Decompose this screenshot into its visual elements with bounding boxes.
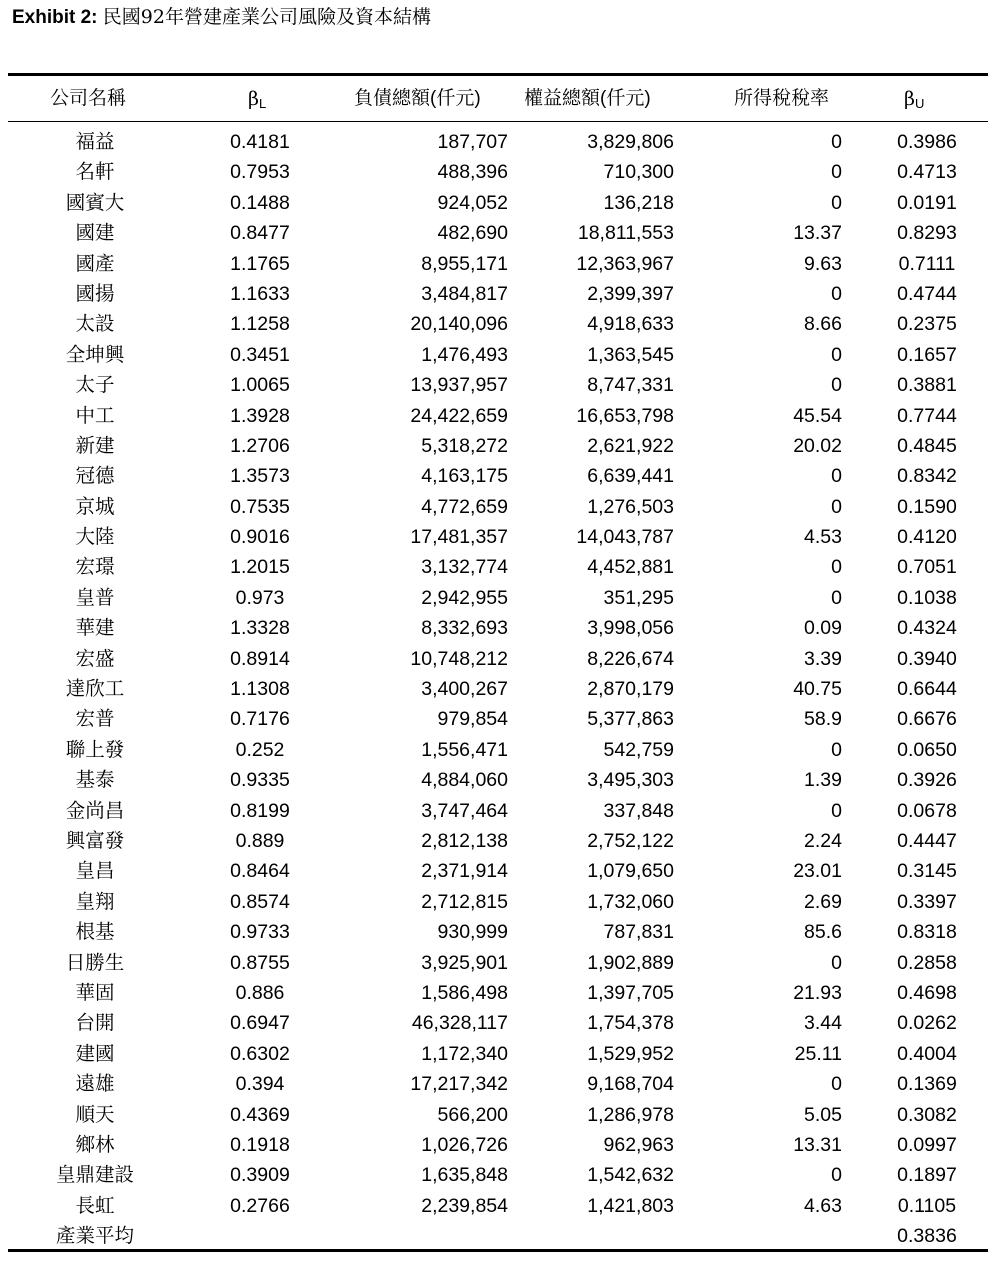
tax-rate-cell: 0 (831, 1164, 842, 1187)
beta-levered-cell: 0.886 (235, 981, 285, 1004)
total-debt-cell: 17,217,342 (410, 1073, 508, 1096)
table-row (8, 157, 988, 187)
beta-levered-cell: 0.6947 (230, 1012, 290, 1035)
company-name-cell: 皇昌 (75, 860, 115, 883)
beta-unlevered-cell: 0.2375 (897, 313, 957, 336)
tax-rate-cell: 3.39 (804, 647, 842, 670)
company-name-cell: 金尚昌 (65, 799, 125, 822)
beta-unlevered-cell: 0.4713 (897, 161, 957, 184)
beta-levered-cell: 0.6302 (230, 1042, 290, 1065)
industry-average-row (8, 1221, 988, 1251)
header-total-equity: 權益總額(仟元) (524, 88, 651, 109)
total-debt-cell: 924,052 (437, 191, 508, 214)
table-row (8, 796, 988, 826)
beta-unlevered-cell: 0.3145 (897, 860, 957, 883)
table-row (8, 978, 988, 1008)
beta-unlevered-cell: 0.7744 (897, 404, 957, 427)
total-debt-cell: 10,748,212 (410, 647, 508, 670)
beta-levered-cell: 1.1308 (230, 678, 290, 701)
table-row (8, 370, 988, 400)
beta-levered-cell: 0.394 (235, 1073, 285, 1096)
beta-unlevered-cell: 0.1369 (897, 1073, 957, 1096)
total-equity-cell: 1,529,952 (587, 1042, 674, 1065)
table-row (8, 461, 988, 491)
table-row (8, 218, 988, 248)
company-name-cell: 太子 (75, 374, 115, 397)
beta-levered-cell: 0.9335 (230, 769, 290, 792)
table-row (8, 1130, 988, 1160)
company-name-cell: 京城 (75, 495, 115, 518)
table-row (8, 613, 988, 643)
beta-levered-cell: 0.8199 (230, 799, 290, 822)
beta-levered-cell: 0.7176 (230, 708, 290, 731)
tax-rate-cell: 0 (831, 586, 842, 609)
beta-unlevered-cell: 0.3940 (897, 647, 957, 670)
tax-rate-cell: 0 (831, 738, 842, 761)
beta-levered-cell: 0.973 (235, 586, 285, 609)
company-name-cell: 名軒 (75, 161, 115, 184)
company-name-cell: 長虹 (75, 1194, 115, 1217)
beta-unlevered-cell: 0.8293 (897, 222, 957, 245)
beta-levered-cell: 1.3928 (230, 404, 290, 427)
total-debt-cell: 3,400,267 (421, 678, 508, 701)
beta-unlevered-cell: 0.4004 (897, 1042, 957, 1065)
tax-rate-cell: 0 (831, 282, 842, 305)
table-row (8, 917, 988, 947)
exhibit-title (12, 4, 431, 30)
total-debt-cell: 2,371,914 (421, 860, 508, 883)
total-equity-cell: 1,732,060 (587, 890, 674, 913)
total-debt-cell: 20,140,096 (410, 313, 508, 336)
total-debt-cell: 46,328,117 (411, 1012, 508, 1035)
total-equity-cell: 1,754,378 (587, 1012, 674, 1035)
company-name-cell: 國揚 (75, 282, 115, 305)
total-debt-cell: 8,955,171 (421, 252, 508, 275)
total-debt-cell: 3,484,817 (421, 282, 508, 305)
company-name-cell: 華建 (75, 617, 115, 640)
company-name-cell: 皇普 (75, 586, 115, 609)
tax-rate-cell: 2.24 (804, 829, 842, 852)
beta-levered-cell: 1.1633 (230, 282, 290, 305)
table-row (8, 948, 988, 978)
total-equity-cell: 710,300 (603, 161, 674, 184)
beta-unlevered-subscript: U (914, 96, 925, 111)
beta-unlevered-cell: 0.6644 (897, 678, 957, 701)
total-debt-cell: 1,586,498 (421, 981, 508, 1004)
beta-unlevered-cell: 0.1657 (897, 343, 957, 366)
tax-rate-cell: 4.63 (804, 1194, 842, 1217)
beta-unlevered-cell: 0.4744 (897, 282, 957, 305)
beta-unlevered-cell: 0.8318 (897, 921, 957, 944)
tax-rate-cell: 85.6 (804, 921, 842, 944)
company-name-cell: 基泰 (75, 769, 115, 792)
table-row (8, 492, 988, 522)
company-name-cell: 大陸 (75, 526, 115, 549)
beta-levered-cell: 1.0065 (230, 374, 290, 397)
total-debt-cell: 1,172,340 (421, 1042, 508, 1065)
header-tax-rate: 所得稅稅率 (734, 88, 830, 109)
company-name-cell: 建國 (75, 1042, 115, 1065)
beta-levered-cell: 1.3573 (230, 465, 290, 488)
table-header-rule (8, 121, 988, 122)
beta-unlevered-cell: 0.6676 (897, 708, 957, 731)
beta-levered-cell: 0.8464 (230, 860, 290, 883)
exhibit-label: Exhibit 2: (12, 7, 98, 28)
total-debt-cell: 1,476,493 (421, 343, 508, 366)
total-equity-cell: 2,621,922 (587, 434, 674, 457)
tax-rate-cell: 0 (831, 131, 842, 153)
tax-rate-cell: 20.02 (793, 434, 842, 457)
company-name-cell: 遠雄 (75, 1073, 115, 1096)
beta-levered-cell: 1.2706 (230, 434, 290, 457)
company-name-cell: 台開 (75, 1012, 115, 1035)
table-row (8, 279, 988, 309)
total-equity-cell: 2,870,179 (587, 678, 674, 701)
table-row (8, 674, 988, 704)
company-name-cell: 國賓大 (65, 191, 125, 214)
total-equity-cell: 1,276,503 (587, 495, 674, 518)
beta-unlevered-cell: 0.3082 (897, 1103, 957, 1126)
beta-unlevered-cell: 0.4120 (897, 526, 957, 549)
beta-unlevered-cell: 0.7111 (898, 252, 956, 275)
company-name-cell: 宏璟 (75, 556, 115, 579)
tax-rate-cell: 25.11 (794, 1042, 842, 1065)
total-equity-cell: 8,226,674 (587, 647, 674, 670)
tax-rate-cell: 0 (831, 374, 842, 397)
table-header-row (8, 78, 988, 120)
tax-rate-cell: 13.31 (793, 1133, 842, 1156)
total-equity-cell: 12,363,967 (576, 252, 674, 275)
beta-unlevered-cell: 0.8342 (897, 465, 957, 488)
table-row (8, 522, 988, 552)
tax-rate-cell: 0 (831, 495, 842, 518)
beta-levered-cell: 0.7535 (230, 495, 290, 518)
tax-rate-cell: 5.05 (804, 1103, 842, 1126)
table-row (8, 735, 988, 765)
table-row (8, 1008, 988, 1038)
table-row (8, 856, 988, 886)
beta-levered-cell: 1.3328 (230, 617, 290, 640)
company-name-cell: 宏盛 (75, 647, 115, 670)
beta-unlevered-cell: 0.0997 (897, 1133, 957, 1156)
total-debt-cell: 5,318,272 (421, 434, 508, 457)
beta-levered-cell: 0.1918 (230, 1133, 290, 1156)
total-equity-cell: 542,759 (603, 738, 674, 761)
beta-levered-cell: 0.4181 (230, 131, 290, 153)
total-debt-cell: 3,747,464 (421, 799, 508, 822)
table-row (8, 188, 988, 218)
company-name-cell: 順天 (75, 1103, 115, 1126)
company-name-cell: 宏普 (75, 708, 115, 731)
total-equity-cell: 2,752,122 (587, 829, 674, 852)
beta-unlevered-cell: 0.3836 (897, 1225, 957, 1248)
tax-rate-cell: 3.44 (804, 1012, 842, 1035)
beta-unlevered-cell: 0.3397 (897, 890, 957, 913)
exhibit-title-text: 民國92年營建產業公司風險及資本結構 (102, 6, 431, 28)
total-equity-cell: 5,377,863 (587, 708, 674, 731)
header-company-name: 公司名稱 (50, 88, 127, 109)
beta-levered-cell: 0.8755 (230, 951, 290, 974)
total-equity-cell: 136,218 (603, 191, 674, 214)
beta-levered-cell: 0.3451 (230, 343, 290, 366)
total-debt-cell: 187,707 (437, 131, 508, 153)
beta-unlevered-cell: 0.0650 (897, 738, 957, 761)
header-beta-levered (248, 78, 266, 120)
beta-levered-cell: 0.889 (235, 829, 285, 852)
tax-rate-cell: 40.75 (793, 678, 842, 701)
company-name-cell: 日勝生 (65, 951, 125, 974)
total-debt-cell: 979,854 (437, 708, 508, 731)
company-name-cell: 聯上發 (65, 738, 125, 761)
tax-rate-cell: 0 (831, 343, 842, 366)
table-top-rule (8, 73, 988, 76)
total-debt-cell: 13,937,957 (410, 374, 508, 397)
tax-rate-cell: 0.09 (804, 617, 842, 640)
table-row (8, 644, 988, 674)
total-debt-cell: 2,942,955 (421, 586, 508, 609)
total-debt-cell: 4,772,659 (421, 495, 508, 518)
company-name-cell: 冠德 (75, 465, 115, 488)
company-name-cell: 興富發 (65, 829, 125, 852)
tax-rate-cell: 9.63 (804, 252, 842, 275)
total-equity-cell: 1,079,650 (587, 860, 674, 883)
table-body (8, 127, 988, 1251)
total-debt-cell: 3,132,774 (421, 556, 508, 579)
tax-rate-cell: 1.39 (804, 769, 842, 792)
table-row (8, 765, 988, 795)
beta-levered-subscript: L (258, 96, 267, 111)
company-name-cell: 產業平均 (55, 1225, 134, 1248)
company-name-cell: 全坤興 (65, 343, 125, 366)
company-name-cell: 皇翔 (75, 890, 115, 913)
total-equity-cell: 3,829,806 (587, 131, 674, 153)
total-debt-cell: 1,556,471 (421, 738, 508, 761)
table-row (8, 1100, 988, 1130)
beta-levered-cell: 1.1765 (230, 252, 290, 275)
beta-levered-cell: 0.1488 (230, 191, 290, 214)
tax-rate-cell: 2.69 (804, 890, 842, 913)
total-equity-cell: 1,902,889 (587, 951, 674, 974)
table-row (8, 552, 988, 582)
total-equity-cell: 3,998,056 (587, 617, 674, 640)
tax-rate-cell: 58.9 (804, 708, 842, 731)
company-name-cell: 國產 (75, 252, 115, 275)
table-row (8, 1191, 988, 1221)
total-equity-cell: 787,831 (603, 921, 674, 944)
beta-unlevered-cell: 0.7051 (897, 556, 957, 579)
total-debt-cell: 488,396 (437, 161, 508, 184)
total-equity-cell: 962,963 (603, 1133, 674, 1156)
table-row (8, 887, 988, 917)
total-equity-cell: 2,399,397 (587, 282, 674, 305)
beta-unlevered-cell: 0.4324 (897, 617, 957, 640)
company-name-cell: 根基 (75, 921, 115, 944)
beta-levered-cell: 0.9733 (230, 921, 290, 944)
company-name-cell: 太設 (75, 313, 115, 336)
total-debt-cell: 482,690 (437, 222, 508, 245)
tax-rate-cell: 23.01 (793, 860, 842, 883)
total-debt-cell: 3,925,901 (421, 951, 508, 974)
total-debt-cell: 2,712,815 (421, 890, 508, 913)
beta-unlevered-cell: 0.3926 (897, 769, 957, 792)
beta-levered-cell: 0.252 (235, 738, 285, 761)
table-row (8, 704, 988, 734)
beta-levered-cell: 0.8914 (230, 647, 290, 670)
company-name-cell: 達欣工 (65, 678, 125, 701)
beta-unlevered-cell: 0.1590 (897, 495, 957, 518)
table-row (8, 1069, 988, 1099)
beta-levered-cell: 1.2015 (230, 556, 290, 579)
total-equity-cell: 1,421,803 (587, 1194, 674, 1217)
beta-unlevered-symbol: β (904, 88, 915, 110)
beta-levered-cell: 0.4369 (230, 1103, 290, 1126)
table-row (8, 431, 988, 461)
company-name-cell: 華固 (75, 981, 115, 1004)
total-debt-cell: 1,635,848 (421, 1164, 508, 1187)
table-row (8, 401, 988, 431)
header-total-debt: 負債總額(仟元) (354, 88, 481, 109)
beta-levered-cell: 0.7953 (230, 161, 290, 184)
table-row (8, 309, 988, 339)
beta-unlevered-cell: 0.3881 (897, 374, 957, 397)
table-bottom-rule (8, 1249, 988, 1252)
beta-levered-cell: 0.8574 (230, 890, 290, 913)
beta-levered-cell: 0.8477 (230, 222, 290, 245)
company-name-cell: 福益 (75, 131, 115, 153)
table-row (8, 826, 988, 856)
tax-rate-cell: 0 (831, 161, 842, 184)
total-debt-cell: 24,422,659 (410, 404, 508, 427)
table-row (8, 1039, 988, 1069)
company-name-cell: 鄉林 (75, 1133, 115, 1156)
total-equity-cell: 8,747,331 (587, 374, 674, 397)
beta-unlevered-cell: 0.0262 (897, 1012, 957, 1035)
total-equity-cell: 351,295 (603, 586, 674, 609)
tax-rate-cell: 4.53 (804, 526, 842, 549)
company-name-cell: 國建 (75, 222, 115, 245)
company-name-cell: 皇鼎建設 (55, 1164, 134, 1187)
tax-rate-cell: 45.54 (793, 404, 842, 427)
total-debt-cell: 8,332,693 (421, 617, 508, 640)
total-equity-cell: 1,363,545 (587, 343, 674, 366)
total-equity-cell: 4,452,881 (587, 556, 674, 579)
beta-levered-cell: 0.3909 (230, 1164, 290, 1187)
total-equity-cell: 14,043,787 (576, 526, 674, 549)
beta-unlevered-cell: 0.4845 (897, 434, 957, 457)
tax-rate-cell: 0 (831, 951, 842, 974)
total-debt-cell: 4,884,060 (421, 769, 508, 792)
beta-unlevered-cell: 0.4698 (897, 981, 957, 1004)
beta-unlevered-cell: 0.4447 (897, 829, 957, 852)
beta-unlevered-cell: 0.3986 (897, 131, 957, 153)
total-equity-cell: 4,918,633 (587, 313, 674, 336)
tax-rate-cell: 0 (831, 1073, 842, 1096)
beta-unlevered-cell: 0.1038 (897, 586, 957, 609)
beta-levered-cell: 1.1258 (230, 313, 290, 336)
beta-levered-cell: 0.2766 (230, 1194, 290, 1217)
table-row (8, 249, 988, 279)
tax-rate-cell: 8.66 (804, 313, 842, 336)
tax-rate-cell: 0 (831, 465, 842, 488)
tax-rate-cell: 0 (831, 799, 842, 822)
table-row (8, 127, 988, 157)
beta-unlevered-cell: 0.0678 (897, 799, 957, 822)
total-debt-cell: 566,200 (437, 1103, 508, 1126)
company-name-cell: 新建 (75, 434, 115, 457)
tax-rate-cell: 21.93 (793, 981, 842, 1004)
tax-rate-cell: 13.37 (793, 222, 842, 245)
company-name-cell: 中工 (75, 404, 115, 427)
total-debt-cell: 1,026,726 (421, 1133, 508, 1156)
beta-levered-symbol: β (248, 88, 259, 110)
total-equity-cell: 18,811,553 (577, 222, 674, 245)
beta-unlevered-cell: 0.1105 (897, 1194, 957, 1217)
total-debt-cell: 4,163,175 (421, 465, 508, 488)
total-debt-cell: 2,812,138 (421, 829, 508, 852)
total-equity-cell: 337,848 (603, 799, 674, 822)
total-equity-cell: 1,397,705 (587, 981, 674, 1004)
total-equity-cell: 1,286,978 (587, 1103, 674, 1126)
table-row (8, 583, 988, 613)
beta-unlevered-cell: 0.1897 (897, 1164, 957, 1187)
table-row (8, 340, 988, 370)
total-debt-cell: 2,239,854 (421, 1194, 508, 1217)
header-beta-unlevered (904, 78, 924, 120)
tax-rate-cell: 0 (831, 191, 842, 214)
total-debt-cell: 17,481,357 (410, 526, 508, 549)
table-row (8, 1160, 988, 1190)
beta-unlevered-cell: 0.0191 (897, 191, 957, 214)
total-equity-cell: 9,168,704 (587, 1073, 674, 1096)
beta-levered-cell: 0.9016 (230, 526, 290, 549)
total-equity-cell: 3,495,303 (587, 769, 674, 792)
total-debt-cell: 930,999 (437, 921, 508, 944)
total-equity-cell: 16,653,798 (576, 404, 674, 427)
beta-unlevered-cell: 0.2858 (897, 951, 957, 974)
total-equity-cell: 6,639,441 (587, 465, 674, 488)
tax-rate-cell: 0 (831, 556, 842, 579)
total-equity-cell: 1,542,632 (587, 1164, 674, 1187)
